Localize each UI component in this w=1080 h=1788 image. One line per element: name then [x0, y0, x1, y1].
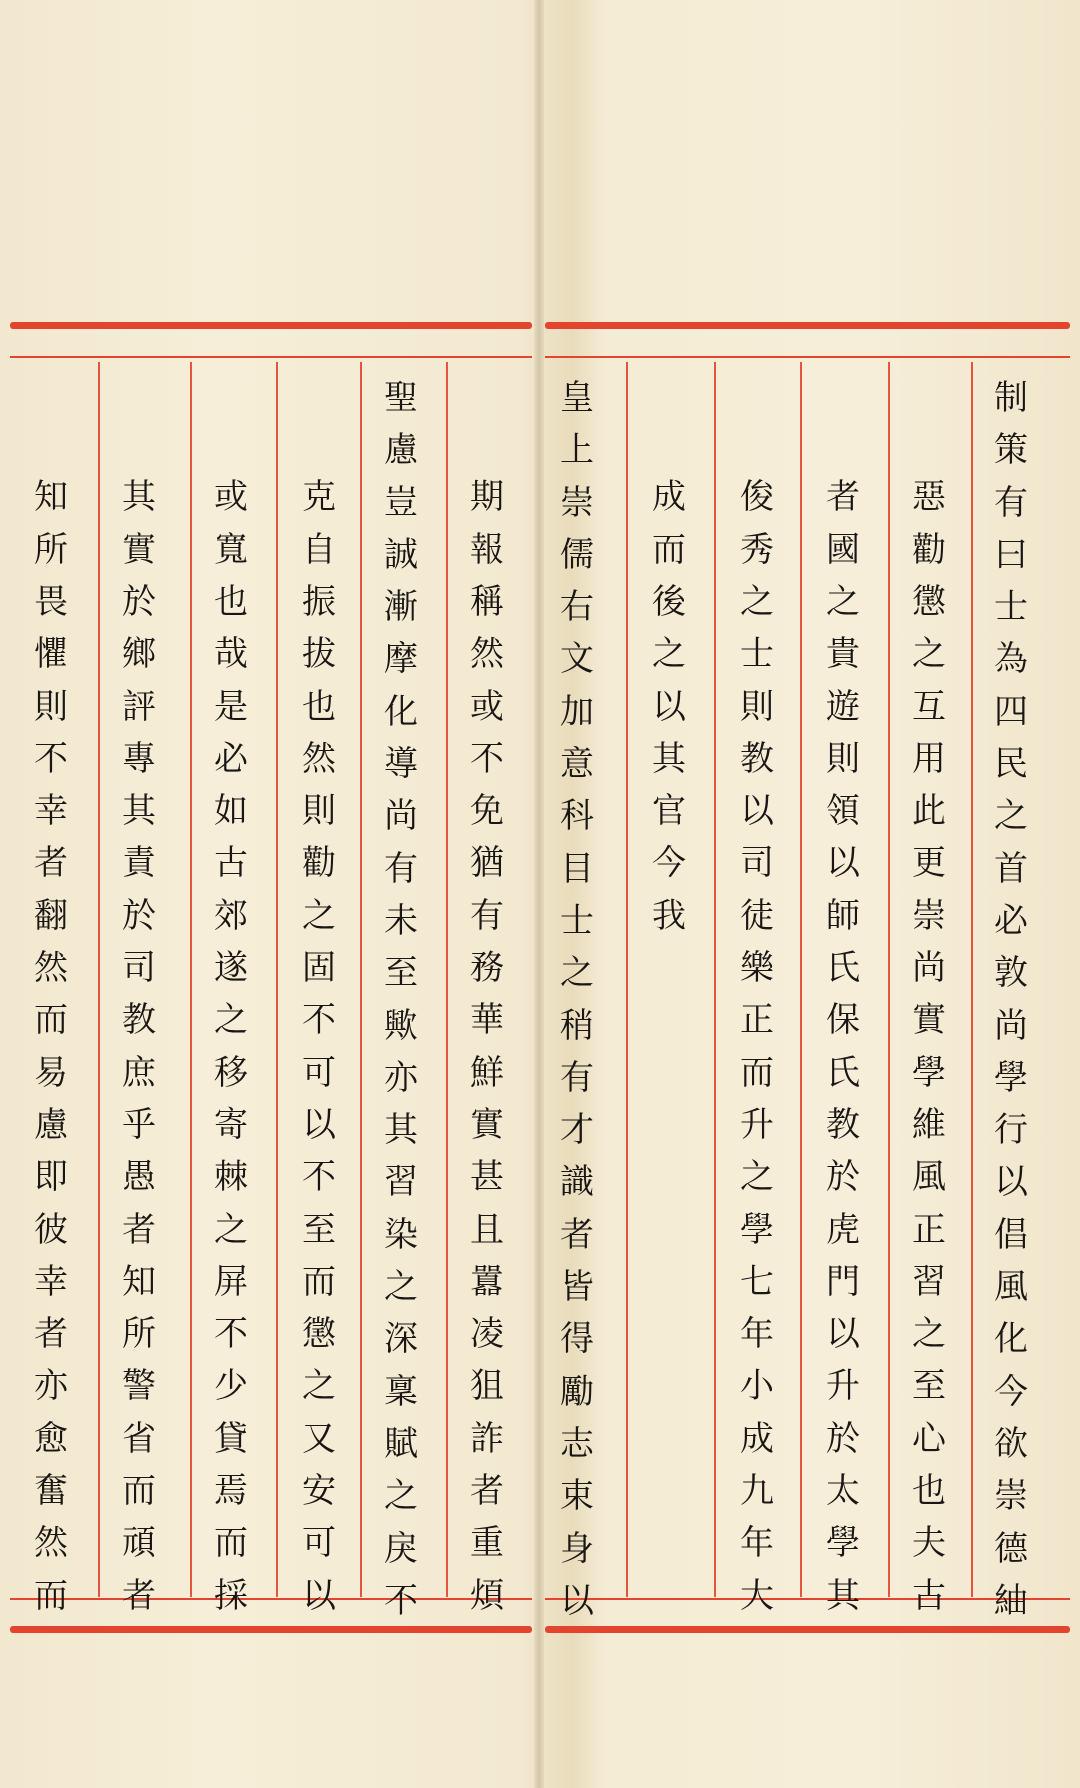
text-column-1 — [976, 362, 1046, 1621]
column-rule — [276, 362, 278, 1597]
glyph: 敦 — [994, 953, 1028, 994]
glyph: 者 — [826, 477, 860, 518]
glyph: 其 — [122, 477, 156, 518]
column-rule — [626, 362, 628, 1597]
glyph: 才 — [560, 1110, 594, 1151]
glyph: 皇 — [560, 378, 594, 418]
glyph: 如 — [214, 791, 248, 832]
glyph: 學 — [826, 1523, 860, 1564]
glyph: 而 — [214, 1523, 248, 1564]
glyph: 彼 — [34, 1209, 68, 1250]
text-column-9 — [284, 362, 354, 1616]
glyph: 則 — [302, 791, 336, 832]
glyph: 則 — [34, 686, 68, 727]
glyph: 意 — [560, 744, 594, 785]
glyph: 官 — [652, 791, 686, 832]
glyph: 可 — [302, 1523, 336, 1564]
glyph: 報 — [470, 529, 504, 570]
glyph: 然 — [302, 738, 336, 779]
glyph: 維 — [912, 1104, 946, 1145]
top-border-thin-left — [10, 356, 532, 358]
glyph: 秀 — [740, 529, 774, 570]
glyph: 稱 — [470, 581, 504, 622]
top-border-thick-right — [545, 322, 1070, 329]
glyph: 司 — [122, 948, 156, 989]
glyph: 者 — [34, 843, 68, 884]
glyph: 尚 — [912, 948, 946, 989]
glyph: 郊 — [214, 895, 248, 936]
top-border-thin-right — [545, 356, 1070, 358]
glyph: 制 — [994, 378, 1028, 418]
glyph: 豈 — [384, 482, 418, 523]
glyph: 免 — [470, 791, 504, 832]
glyph: 也 — [912, 1471, 946, 1511]
glyph: 不 — [302, 1157, 336, 1198]
glyph: 焉 — [214, 1471, 248, 1511]
glyph: 實 — [122, 529, 156, 570]
glyph: 德 — [994, 1528, 1028, 1569]
glyph: 之 — [740, 1157, 774, 1198]
glyph: 用 — [912, 738, 946, 779]
glyph: 虎 — [826, 1209, 860, 1250]
glyph: 心 — [912, 1418, 946, 1459]
glyph: 然 — [34, 1523, 68, 1564]
glyph: 太 — [826, 1471, 860, 1511]
glyph: 小 — [740, 1366, 774, 1407]
glyph: 領 — [826, 791, 860, 832]
glyph: 勸 — [912, 529, 946, 570]
glyph: 我 — [652, 895, 686, 936]
glyph: 知 — [34, 477, 68, 518]
text-column-2 — [894, 362, 964, 1616]
glyph: 文 — [560, 639, 594, 680]
glyph: 倡 — [994, 1214, 1028, 1255]
glyph: 鮮 — [470, 1052, 504, 1093]
glyph: 振 — [302, 581, 336, 622]
column-rule — [800, 362, 802, 1597]
glyph: 尚 — [384, 796, 418, 837]
glyph: 而 — [302, 1261, 336, 1302]
glyph: 於 — [826, 1418, 860, 1459]
glyph: 慮 — [34, 1104, 68, 1145]
glyph: 司 — [740, 843, 774, 884]
glyph: 重 — [470, 1523, 504, 1564]
glyph: 紬 — [994, 1580, 1028, 1621]
glyph: 遂 — [214, 948, 248, 989]
glyph: 以 — [994, 1162, 1028, 1203]
glyph: 後 — [652, 581, 686, 622]
glyph: 者 — [122, 1575, 156, 1616]
glyph: 聖 — [384, 378, 418, 418]
glyph: 成 — [740, 1418, 774, 1459]
text-column-11 — [104, 362, 174, 1616]
glyph: 乎 — [122, 1104, 156, 1145]
glyph: 九 — [740, 1471, 774, 1511]
glyph: 不 — [302, 1000, 336, 1041]
glyph: 行 — [994, 1110, 1028, 1151]
glyph: 習 — [384, 1162, 418, 1203]
glyph: 警 — [122, 1366, 156, 1407]
glyph: 年 — [740, 1314, 774, 1355]
glyph: 保 — [826, 1000, 860, 1041]
glyph: 易 — [34, 1052, 68, 1093]
glyph: 夫 — [912, 1523, 946, 1564]
glyph: 翻 — [34, 895, 68, 936]
glyph: 身 — [560, 1528, 594, 1569]
glyph: 有 — [560, 1057, 594, 1098]
glyph: 有 — [384, 848, 418, 889]
glyph: 詐 — [470, 1418, 504, 1459]
glyph: 民 — [994, 744, 1028, 785]
glyph: 之 — [302, 1366, 336, 1407]
glyph: 年 — [740, 1523, 774, 1564]
glyph: 且 — [470, 1209, 504, 1250]
glyph: 也 — [214, 581, 248, 622]
glyph: 此 — [912, 791, 946, 832]
glyph: 華 — [470, 1000, 504, 1041]
glyph: 教 — [122, 1000, 156, 1041]
glyph: 以 — [302, 1104, 336, 1145]
glyph: 惡 — [912, 477, 946, 518]
glyph: 欲 — [994, 1423, 1028, 1464]
text-column-10 — [196, 362, 266, 1616]
glyph: 稟 — [384, 1371, 418, 1412]
glyph: 鄉 — [122, 634, 156, 675]
glyph: 其 — [122, 791, 156, 832]
glyph: 拔 — [302, 634, 336, 675]
glyph: 奮 — [34, 1471, 68, 1511]
glyph: 遊 — [826, 686, 860, 727]
glyph: 習 — [912, 1261, 946, 1302]
glyph: 崇 — [560, 482, 594, 523]
glyph: 學 — [994, 1057, 1028, 1098]
glyph: 不 — [384, 1580, 418, 1621]
glyph: 目 — [560, 848, 594, 889]
glyph: 克 — [302, 477, 336, 518]
glyph: 可 — [302, 1052, 336, 1093]
glyph: 而 — [652, 529, 686, 570]
glyph: 以 — [652, 686, 686, 727]
glyph: 不 — [34, 738, 68, 779]
glyph: 七 — [740, 1261, 774, 1302]
glyph: 或 — [470, 686, 504, 727]
glyph: 勵 — [560, 1371, 594, 1412]
glyph: 門 — [826, 1261, 860, 1302]
glyph: 懲 — [302, 1314, 336, 1355]
glyph: 升 — [826, 1366, 860, 1407]
glyph: 以 — [302, 1575, 336, 1616]
glyph: 哉 — [214, 634, 248, 675]
glyph: 化 — [994, 1319, 1028, 1360]
glyph: 凌 — [470, 1314, 504, 1355]
glyph: 貸 — [214, 1418, 248, 1459]
glyph: 有 — [470, 895, 504, 936]
glyph: 而 — [740, 1052, 774, 1093]
glyph: 者 — [470, 1471, 504, 1511]
glyph: 者 — [34, 1314, 68, 1355]
glyph: 風 — [994, 1267, 1028, 1308]
text-column-3 — [808, 362, 878, 1616]
text-column-12 — [16, 362, 86, 1616]
glyph: 歟 — [384, 1005, 418, 1046]
glyph: 師 — [826, 895, 860, 936]
glyph: 然 — [34, 948, 68, 989]
glyph: 樂 — [740, 948, 774, 989]
glyph: 必 — [214, 738, 248, 779]
glyph: 之 — [560, 953, 594, 994]
glyph: 其 — [652, 738, 686, 779]
glyph: 不 — [470, 738, 504, 779]
glyph: 以 — [826, 1314, 860, 1355]
column-rule — [190, 362, 192, 1597]
glyph: 儒 — [560, 534, 594, 575]
glyph: 於 — [122, 581, 156, 622]
glyph: 慮 — [384, 430, 418, 471]
glyph: 然 — [470, 634, 504, 675]
column-rule — [446, 362, 448, 1597]
glyph: 幸 — [34, 1261, 68, 1302]
glyph: 猶 — [470, 843, 504, 884]
glyph: 之 — [994, 796, 1028, 837]
glyph: 皆 — [560, 1267, 594, 1308]
glyph: 誠 — [384, 534, 418, 575]
glyph: 之 — [214, 1000, 248, 1041]
glyph: 教 — [740, 738, 774, 779]
glyph: 亦 — [34, 1366, 68, 1407]
glyph: 教 — [826, 1104, 860, 1145]
glyph: 而 — [34, 1000, 68, 1041]
glyph: 首 — [994, 848, 1028, 889]
glyph: 科 — [560, 796, 594, 837]
glyph: 而 — [34, 1575, 68, 1616]
column-rule — [360, 362, 362, 1597]
glyph: 為 — [994, 639, 1028, 680]
glyph: 升 — [740, 1104, 774, 1145]
glyph: 至 — [384, 953, 418, 994]
glyph: 屏 — [214, 1261, 248, 1302]
glyph: 染 — [384, 1214, 418, 1255]
glyph: 策 — [994, 430, 1028, 471]
glyph: 士 — [740, 634, 774, 675]
glyph: 之 — [384, 1267, 418, 1308]
glyph: 四 — [994, 691, 1028, 732]
glyph: 又 — [302, 1418, 336, 1459]
glyph: 勸 — [302, 843, 336, 884]
glyph: 深 — [384, 1319, 418, 1360]
glyph: 大 — [740, 1575, 774, 1616]
glyph: 者 — [122, 1209, 156, 1250]
glyph: 棘 — [214, 1157, 248, 1198]
glyph: 導 — [384, 744, 418, 785]
glyph: 上 — [560, 430, 594, 471]
glyph: 得 — [560, 1319, 594, 1360]
glyph: 之 — [302, 895, 336, 936]
glyph: 務 — [470, 948, 504, 989]
glyph: 古 — [214, 843, 248, 884]
text-column-7 — [452, 362, 522, 1616]
text-column-5 — [634, 362, 704, 1597]
glyph: 互 — [912, 686, 946, 727]
glyph: 少 — [214, 1366, 248, 1407]
glyph: 崇 — [994, 1476, 1028, 1517]
glyph: 也 — [302, 686, 336, 727]
glyph: 之 — [384, 1476, 418, 1517]
glyph: 懲 — [912, 581, 946, 622]
glyph: 者 — [560, 1214, 594, 1255]
glyph: 所 — [122, 1314, 156, 1355]
glyph: 漸 — [384, 587, 418, 628]
glyph: 或 — [214, 477, 248, 518]
glyph: 於 — [826, 1157, 860, 1198]
glyph: 戾 — [384, 1528, 418, 1569]
glyph: 氏 — [826, 1052, 860, 1093]
glyph: 化 — [384, 691, 418, 732]
glyph: 畏 — [34, 581, 68, 622]
glyph: 評 — [122, 686, 156, 727]
glyph: 以 — [560, 1580, 594, 1621]
glyph: 是 — [214, 686, 248, 727]
glyph: 士 — [560, 900, 594, 941]
glyph: 即 — [34, 1157, 68, 1198]
glyph: 其 — [826, 1575, 860, 1616]
glyph: 今 — [994, 1371, 1028, 1412]
glyph: 學 — [740, 1209, 774, 1250]
glyph: 今 — [652, 843, 686, 884]
glyph: 古 — [912, 1575, 946, 1616]
glyph: 安 — [302, 1471, 336, 1511]
glyph: 正 — [912, 1209, 946, 1250]
glyph: 至 — [302, 1209, 336, 1250]
top-border-thick-left — [10, 322, 532, 329]
column-rule — [971, 362, 973, 1597]
glyph: 以 — [740, 791, 774, 832]
glyph: 加 — [560, 691, 594, 732]
glyph: 之 — [912, 634, 946, 675]
column-rule — [98, 362, 100, 1597]
glyph: 愚 — [122, 1157, 156, 1198]
glyph: 愈 — [34, 1418, 68, 1459]
bottom-border-thick-left — [10, 1626, 532, 1633]
glyph: 而 — [122, 1471, 156, 1511]
glyph: 學 — [912, 1052, 946, 1093]
glyph: 期 — [470, 477, 504, 518]
glyph: 成 — [652, 477, 686, 518]
glyph: 之 — [740, 581, 774, 622]
glyph: 固 — [302, 948, 336, 989]
glyph: 識 — [560, 1162, 594, 1203]
glyph: 右 — [560, 587, 594, 628]
glyph: 稍 — [560, 1005, 594, 1046]
glyph: 於 — [122, 895, 156, 936]
glyph: 之 — [214, 1209, 248, 1250]
glyph: 責 — [122, 843, 156, 884]
glyph: 正 — [740, 1000, 774, 1041]
glyph: 尚 — [994, 1005, 1028, 1046]
glyph: 之 — [912, 1314, 946, 1355]
glyph: 寄 — [214, 1104, 248, 1145]
glyph: 知 — [122, 1261, 156, 1302]
glyph: 曰 — [994, 534, 1028, 575]
glyph: 則 — [826, 738, 860, 779]
glyph: 之 — [652, 634, 686, 675]
glyph: 移 — [214, 1052, 248, 1093]
glyph: 崇 — [912, 895, 946, 936]
glyph: 未 — [384, 900, 418, 941]
glyph: 省 — [122, 1418, 156, 1459]
glyph: 專 — [122, 738, 156, 779]
glyph: 必 — [994, 900, 1028, 941]
text-column-6 — [542, 362, 612, 1621]
glyph: 俊 — [740, 477, 774, 518]
glyph: 至 — [912, 1366, 946, 1407]
glyph: 更 — [912, 843, 946, 884]
glyph: 亦 — [384, 1057, 418, 1098]
glyph: 摩 — [384, 639, 418, 680]
glyph: 庶 — [122, 1052, 156, 1093]
glyph: 風 — [912, 1157, 946, 1198]
glyph: 貴 — [826, 634, 860, 675]
glyph: 採 — [214, 1575, 248, 1616]
glyph: 國 — [826, 529, 860, 570]
glyph: 不 — [214, 1314, 248, 1355]
glyph: 以 — [826, 843, 860, 884]
text-column-8 — [366, 362, 436, 1621]
glyph: 其 — [384, 1110, 418, 1151]
glyph: 所 — [34, 529, 68, 570]
glyph: 士 — [994, 587, 1028, 628]
glyph: 囂 — [470, 1261, 504, 1302]
text-column-4 — [722, 362, 792, 1616]
glyph: 頑 — [122, 1523, 156, 1564]
glyph: 甚 — [470, 1157, 504, 1198]
glyph: 狙 — [470, 1366, 504, 1407]
column-rule — [888, 362, 890, 1597]
glyph: 氏 — [826, 948, 860, 989]
glyph: 賦 — [384, 1423, 418, 1464]
glyph: 實 — [912, 1000, 946, 1041]
glyph: 有 — [994, 482, 1028, 523]
column-rule — [714, 362, 716, 1597]
glyph: 自 — [302, 529, 336, 570]
glyph: 則 — [740, 686, 774, 727]
glyph: 幸 — [34, 791, 68, 832]
glyph: 實 — [470, 1104, 504, 1145]
bottom-border-thin-left — [10, 1598, 532, 1600]
glyph: 寬 — [214, 529, 248, 570]
glyph: 懼 — [34, 634, 68, 675]
glyph: 煩 — [470, 1575, 504, 1616]
glyph: 徒 — [740, 895, 774, 936]
glyph: 志 — [560, 1423, 594, 1464]
glyph: 之 — [826, 581, 860, 622]
glyph: 束 — [560, 1476, 594, 1517]
